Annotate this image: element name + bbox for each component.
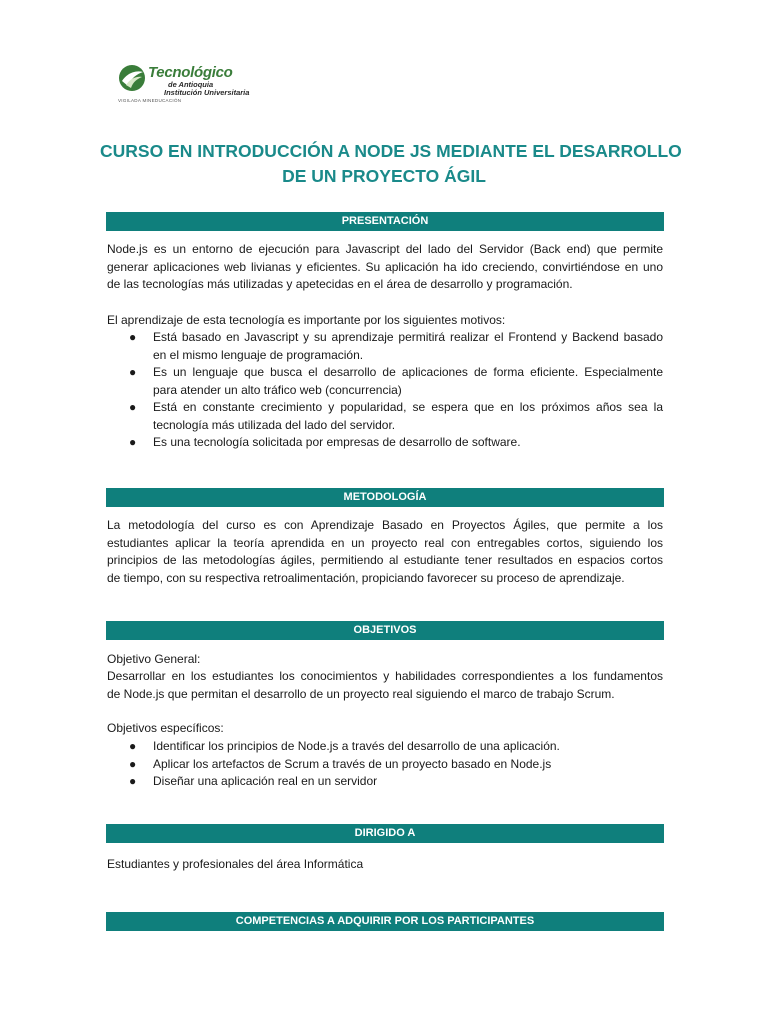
document-title	[100, 139, 682, 189]
list-item-line: Aplicar los artefactos de Scrum a través de un proyecto basado en Node.js	[153, 756, 552, 771]
list-item-line: Diseñar una aplicación real en un servidor	[153, 774, 378, 788]
section-header-presentacion: PRESENTACIÓN	[106, 212, 664, 231]
presentacion-intro: El aprendizaje de esta tecnología es importante por los siguientes motivos:	[107, 313, 506, 327]
list-item	[107, 773, 663, 791]
list-item-line: Está basado en Javascript y su aprendizaje permitirá realizar el Frontend y Backend basado	[153, 330, 663, 344]
logo-subtitle-2: Institución Universitaria	[164, 88, 250, 97]
paragraph-line: estudiantes aplicar la teoría aprendida en un proyecto real con entregables cortos, siguiendo los	[107, 535, 663, 550]
title-line-2: DE UN PROYECTO ÁGIL	[282, 166, 486, 186]
list-item	[107, 329, 663, 364]
bullet-icon: ●	[129, 739, 137, 753]
bullet-icon: ●	[129, 774, 137, 788]
objetivo-general-label: Objetivo General:	[107, 652, 201, 666]
list-item	[107, 399, 663, 434]
paragraph-line: principios de las metodologías ágiles, permitiendo al estudiante tener resultados en espacios cortos	[107, 553, 663, 567]
objetivos-especificos-list	[107, 738, 663, 791]
paragraph-line: de Node.js que permitan el desarrollo de un proyecto real siguiendo el marco de trabajo Scrum.	[107, 686, 615, 701]
list-item	[107, 364, 663, 399]
logo-name: Tecnológico	[148, 64, 233, 81]
list-item-line: Es una tecnología solicitada por empresas de desarrollo de software.	[153, 435, 521, 449]
bullet-icon: ●	[129, 330, 137, 344]
presentacion-bullet-list	[107, 329, 663, 452]
logo-emblem-icon	[118, 64, 146, 92]
paragraph-line: La metodología del curso es con Aprendizaje Basado en Proyectos Ágiles, que permite a los	[107, 518, 663, 532]
bullet-icon: ●	[129, 400, 137, 414]
paragraph-line: de las tecnologías más utilizadas y apetecidas en el área de desarrollo y programación.	[107, 277, 573, 291]
section-header-dirigido: DIRIGIDO A	[106, 824, 664, 843]
paragraph-line: Node.js es un entorno de ejecución para Javascript del lado del Servidor (Back end) que permite	[107, 242, 663, 256]
list-item	[107, 434, 663, 452]
section-header-metodologia: METODOLOGÍA	[106, 488, 664, 507]
section-header-objetivos: OBJETIVOS	[106, 621, 664, 640]
paragraph-line: de tiempo, con su respectiva retroalimentación, propiciando favorecer su proceso de aprendizaje.	[107, 570, 625, 585]
list-item-line: para atender un alto tráfico web (concurrencia)	[153, 382, 402, 397]
bullet-icon: ●	[129, 756, 137, 771]
paragraph-line: Desarrollar en los estudiantes los conocimientos y habilidades correspondientes a los fundamentos	[107, 669, 663, 683]
list-item-line: Está en constante crecimiento y popularidad, se espera que en los próximos años sea la	[153, 400, 663, 414]
list-item	[107, 756, 663, 774]
dirigido-text: Estudiantes y profesionales del área Informática	[107, 857, 364, 871]
institution-logo	[118, 62, 258, 106]
list-item-line: en el mismo lenguaje de programación.	[153, 347, 364, 362]
logo-subtitle-1: de Antioquia	[168, 80, 214, 89]
bullet-icon: ●	[129, 365, 137, 379]
bullet-icon: ●	[129, 435, 137, 449]
title-line-1: CURSO EN INTRODUCCIÓN A NODE JS MEDIANTE EL DESARROLLO	[100, 141, 682, 161]
objetivos-especificos-label: Objetivos específicos:	[107, 721, 224, 735]
paragraph-line: generar aplicaciones web livianas y eficientes. Su aplicación ha ido creciendo, convirtiéndose en uno	[107, 259, 663, 274]
objetivo-general-text	[107, 668, 663, 703]
logo-tagline: VIGILADA MINEDUCACIÓN	[118, 98, 182, 103]
metodologia-paragraph	[107, 517, 663, 587]
list-item-line: tecnología más utilizada del lado del servidor.	[153, 417, 396, 432]
list-item-line: Es un lenguaje que busca el desarrollo de aplicaciones de forma eficiente. Especialmente	[153, 365, 663, 379]
list-item	[107, 738, 663, 756]
presentacion-paragraph	[107, 241, 663, 294]
list-item-line: Identificar los principios de Node.js a través del desarrollo de una aplicación.	[153, 739, 560, 753]
section-header-competencias: COMPETENCIAS A ADQUIRIR POR LOS PARTICIPANTES	[106, 912, 664, 931]
